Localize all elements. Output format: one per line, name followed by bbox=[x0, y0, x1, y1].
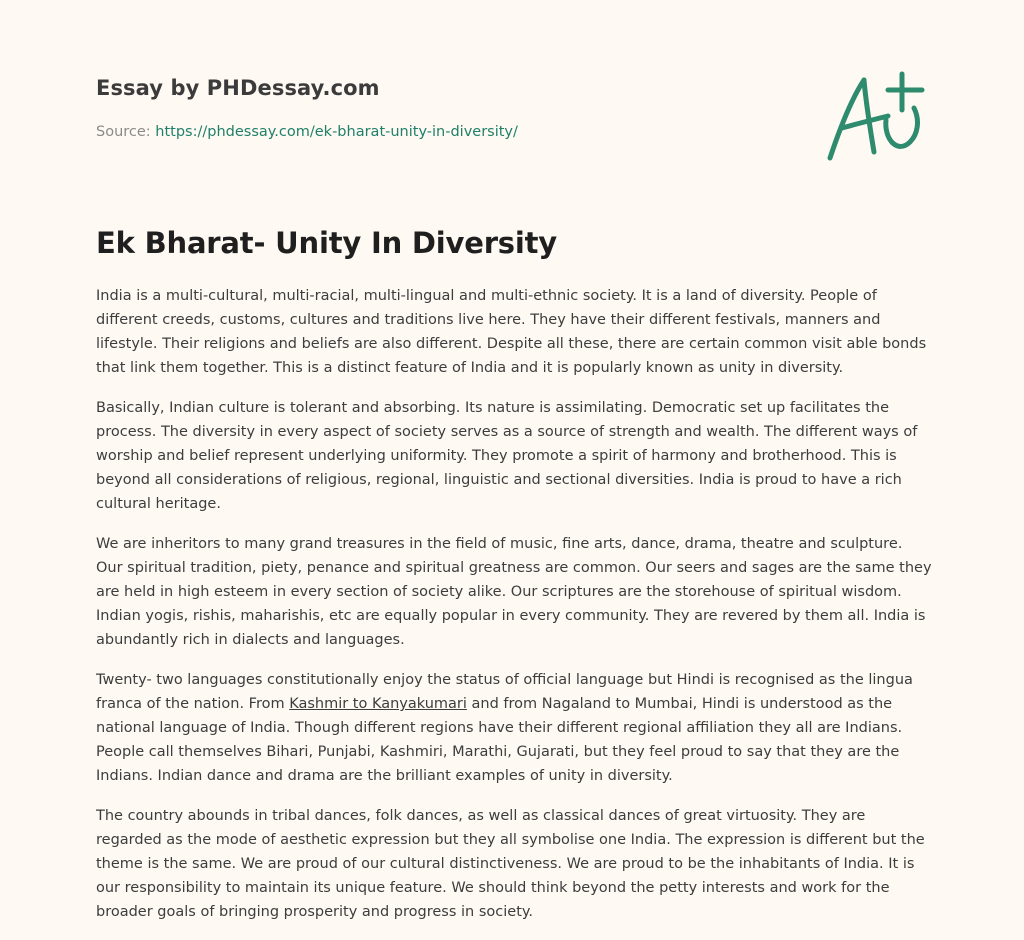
paragraph-5: The country abounds in tribal dances, folk dances, as well as classical dances of great virtuosity. They are regarded as the mode of aesthetic expression but they all symbolise one India. The expression is different but the theme is the same. We are proud of our cultural distinctiveness. We are proud to be the inhabitants of India. It is our responsibility to maintain its unique feature. We should think beyond the petty interests and work for the broader goals of bringing prosperity and progress in society. bbox=[96, 808, 925, 920]
essay-title: Ek Bharat- Unity In Diversity bbox=[96, 226, 557, 260]
paragraph-3: We are inheritors to many grand treasures in the field of music, fine arts, dance, drama, theatre and sculpture. Our spiritual tradition, piety, penance and spiritual greatness are common. Our seers and sages are the same they are held in high esteem in every section of society alike. Our scriptures are the storehouse of spiritual wisdom. Indian yogis, rishis, maharishis, etc are equally popular in every community. They are revered by them all. India is abundantly rich in dialects and languages. bbox=[96, 536, 932, 648]
site-title: Essay by PHDessay.com bbox=[96, 76, 380, 100]
kashmir-to-kanyakumari-link[interactable]: Kashmir to Kanyakumari bbox=[289, 696, 467, 712]
paragraph-4-text-start: Twenty- two languages constitutionally enjoy the status of official language but Hindi is recognised as the lingua franca of the nation. From bbox=[96, 672, 913, 712]
source-label: Source: bbox=[96, 124, 156, 140]
paragraph-2: Basically, Indian culture is tolerant and absorbing. Its nature is assimilating. Democratic set up facilitates the process. The diversity in every aspect of society serves as a source of strength and wealth. The different ways of worship and belief represent underlying uniformity. They promote a spirit of harmony and brotherhood. This is beyond all considerations of religious, regional, linguistic and sectional diversities. India is proud to have a rich cultural heritage. bbox=[96, 400, 918, 512]
source-link[interactable]: https://phdessay.com/ek-bharat-unity-in-diversity/ bbox=[155, 124, 518, 140]
source-line bbox=[96, 124, 518, 140]
paragraph-4-text-end: and from Nagaland to Mumbai, Hindi is understood as the national language of India. Though different regions have their different regional affiliation they all are Indians. People call themselves Bihari, Punjabi, Kashmiri, Marathi, Gujarati, but they feel proud to say that they are the Indians. Indian dance and drama are the brilliant examples of unity in diversity. bbox=[96, 696, 903, 784]
a-plus-logo-icon bbox=[826, 68, 926, 164]
paragraph-1: India is a multi-cultural, multi-racial, multi-lingual and multi-ethnic society. It is a land of diversity. People of different creeds, customs, cultures and traditions live here. They have their different festivals, manners and lifestyle. Their religions and beliefs are also different. Despite all these, there are certain common visit able bonds that link them together. This is a distinct feature of India and it is popularly known as unity in diversity. bbox=[96, 288, 927, 376]
paragraph-4 bbox=[96, 668, 932, 788]
essay-body bbox=[96, 284, 932, 940]
